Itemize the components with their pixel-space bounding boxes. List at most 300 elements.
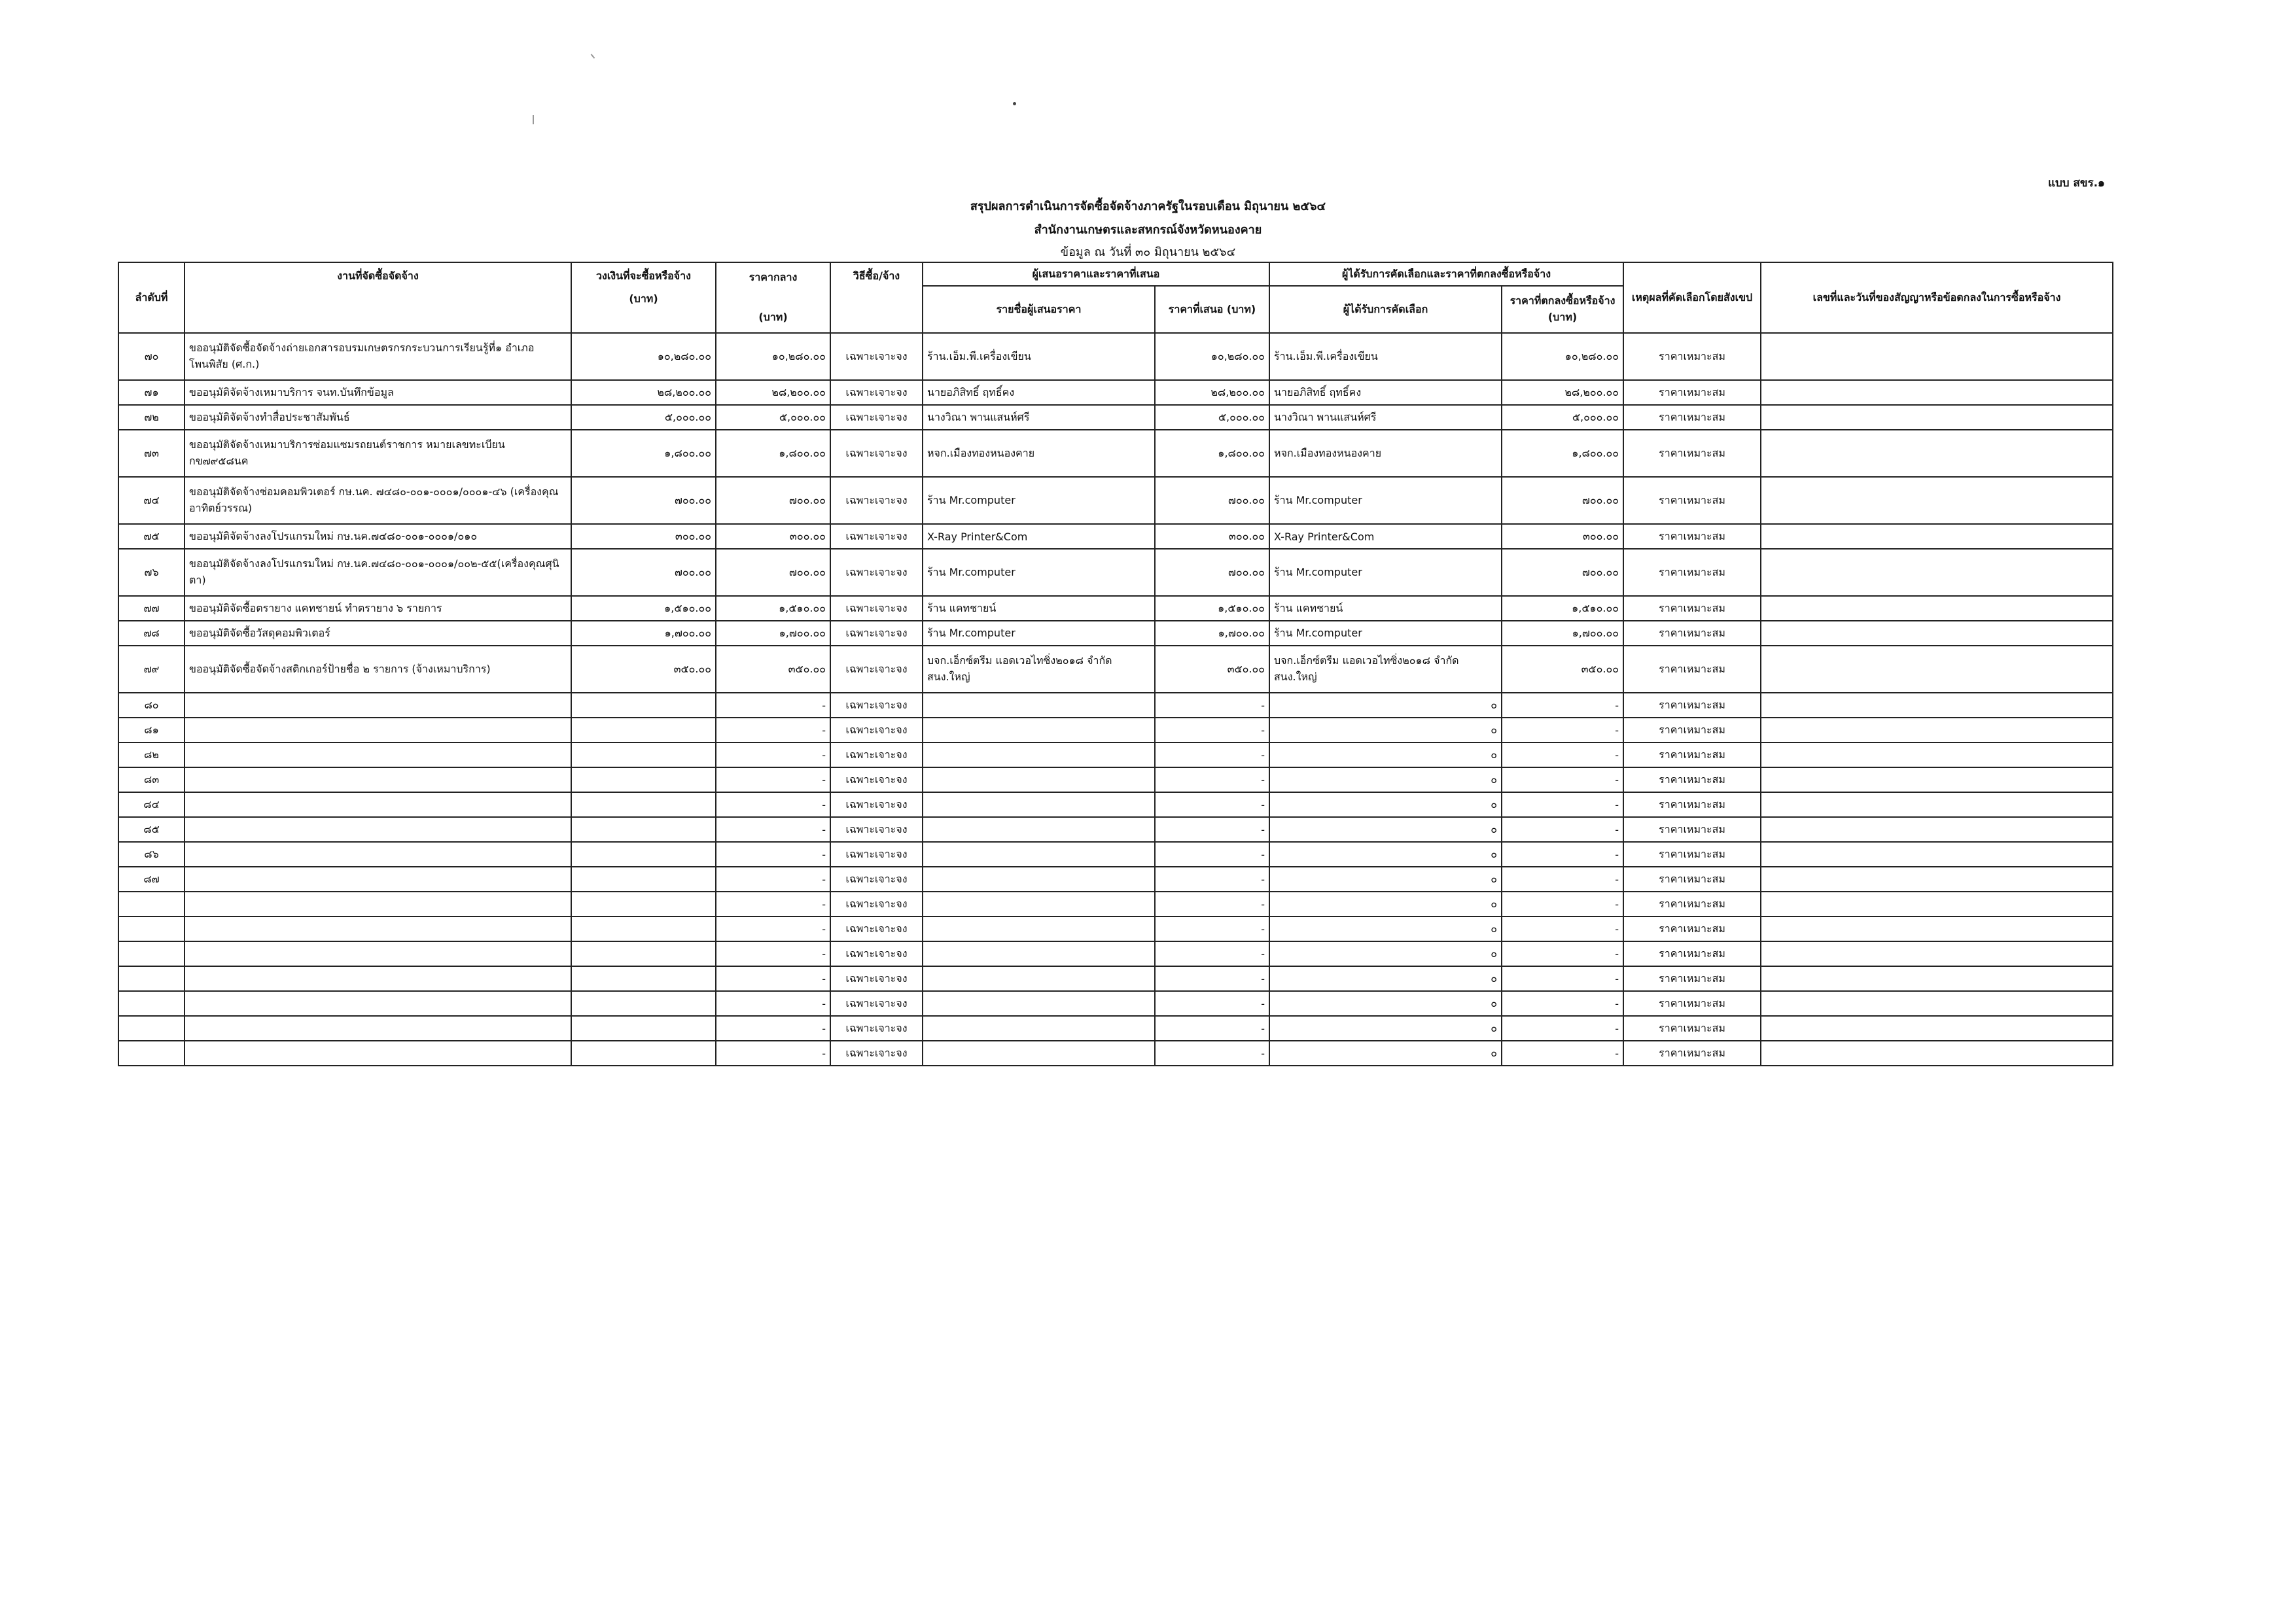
- cell-reason: ราคาเหมาะสม: [1623, 991, 1761, 1016]
- cell-contract: [1761, 817, 2113, 842]
- cell-contract: [1761, 966, 2113, 991]
- cell-item: [185, 792, 571, 817]
- cell-agreed: ๑,๗๐๐.๐๐: [1502, 621, 1623, 646]
- cell-budget: [571, 867, 716, 892]
- cell-bid: -: [1155, 718, 1269, 742]
- cell-median: -: [716, 693, 830, 718]
- cell-bidder: ร้าน.เอ็ม.พี.เครื่องเขียน: [923, 333, 1155, 380]
- cell-budget: ๗๐๐.๐๐: [571, 549, 716, 596]
- cell-contract: [1761, 430, 2113, 477]
- cell-winner: ร้าน.เอ็ม.พี.เครื่องเขียน: [1269, 333, 1502, 380]
- cell-item: [185, 742, 571, 767]
- cell-bid: -: [1155, 693, 1269, 718]
- cell-bidder: X-Ray Printer&Com: [923, 524, 1155, 549]
- cell-agreed: ๑๐,๒๘๐.๐๐: [1502, 333, 1623, 380]
- cell-contract: [1761, 549, 2113, 596]
- cell-bid: ๓๐๐.๐๐: [1155, 524, 1269, 549]
- cell-winner: ๐: [1269, 842, 1502, 867]
- cell-agreed: -: [1502, 718, 1623, 742]
- cell-item: ขออนุมัติจัดซื้อจัดจ้างถ่ายเอกสารอบรมเกษตรกรกระบวนการเรียนรู้ที่๑ อำเภอโพนพิสัย (ศ.ก.): [185, 333, 571, 380]
- table-row: [118, 646, 2113, 693]
- cell-bid: ๒๘,๒๐๐.๐๐: [1155, 380, 1269, 405]
- cell-median: -: [716, 767, 830, 792]
- cell-winner: ๐: [1269, 718, 1502, 742]
- cell-contract: [1761, 991, 2113, 1016]
- cell-item: [185, 718, 571, 742]
- cell-winner: ร้าน แคทชายน์: [1269, 596, 1502, 621]
- cell-median: ๓๐๐.๐๐: [716, 524, 830, 549]
- cell-item: [185, 817, 571, 842]
- cell-agreed: ๗๐๐.๐๐: [1502, 477, 1623, 524]
- cell-bidder: [923, 892, 1155, 916]
- header-winner-name: ผู้ได้รับการคัดเลือก: [1269, 286, 1502, 333]
- table-row: [118, 718, 2113, 742]
- scan-mark: [591, 54, 595, 58]
- cell-reason: ราคาเหมาะสม: [1623, 1016, 1761, 1041]
- procurement-table: [118, 262, 2113, 1066]
- cell-bid: -: [1155, 817, 1269, 842]
- cell-budget: ๑,๕๑๐.๐๐: [571, 596, 716, 621]
- cell-winner: ๐: [1269, 792, 1502, 817]
- cell-reason: ราคาเหมาะสม: [1623, 892, 1761, 916]
- cell-agreed: -: [1502, 742, 1623, 767]
- table-body: [118, 333, 2113, 1066]
- cell-median: -: [716, 817, 830, 842]
- table-row: [118, 742, 2113, 767]
- cell-budget: [571, 1041, 716, 1066]
- table-row: [118, 596, 2113, 621]
- cell-reason: ราคาเหมาะสม: [1623, 596, 1761, 621]
- cell-reason: ราคาเหมาะสม: [1623, 842, 1761, 867]
- cell-median: ๗๐๐.๐๐: [716, 477, 830, 524]
- cell-bid: -: [1155, 842, 1269, 867]
- cell-agreed: ๒๘,๒๐๐.๐๐: [1502, 380, 1623, 405]
- cell-budget: [571, 817, 716, 842]
- cell-budget: ๓๐๐.๐๐: [571, 524, 716, 549]
- cell-method: เฉพาะเจาะจง: [830, 693, 923, 718]
- cell-winner: ๐: [1269, 693, 1502, 718]
- cell-bidder: [923, 991, 1155, 1016]
- cell-reason: ราคาเหมาะสม: [1623, 817, 1761, 842]
- cell-contract: [1761, 646, 2113, 693]
- cell-no: [118, 966, 185, 991]
- cell-bidder: ร้าน แคทชายน์: [923, 596, 1155, 621]
- cell-bidder: [923, 867, 1155, 892]
- header-bidders-group: ผู้เสนอราคาและราคาที่เสนอ: [923, 262, 1269, 286]
- cell-contract: [1761, 596, 2113, 621]
- cell-method: เฉพาะเจาะจง: [830, 941, 923, 966]
- cell-agreed: -: [1502, 767, 1623, 792]
- cell-winner: ๐: [1269, 867, 1502, 892]
- cell-item: [185, 867, 571, 892]
- cell-item: ขออนุมัติจัดจ้างลงโปรแกรมใหม่ กษ.นค.๗๔๘๐-๐๐๑-๐๐๐๑/๐๐๒-๕๕(เครื่องคุณศุนิตา): [185, 549, 571, 596]
- table-row: [118, 380, 2113, 405]
- table-row: [118, 867, 2113, 892]
- cell-no: ๗๐: [118, 333, 185, 380]
- cell-item: [185, 941, 571, 966]
- cell-method: เฉพาะเจาะจง: [830, 742, 923, 767]
- cell-bidder: [923, 1016, 1155, 1041]
- cell-reason: ราคาเหมาะสม: [1623, 792, 1761, 817]
- cell-item: ขออนุมัติจัดจ้างซ่อมคอมพิวเตอร์ กษ.นค. ๗๔๘๐-๐๐๑-๐๐๐๑/๐๐๐๑-๔๖ (เครื่องคุณอาทิตย์วรรณ): [185, 477, 571, 524]
- cell-agreed: ๕,๐๐๐.๐๐: [1502, 405, 1623, 430]
- cell-bidder: [923, 842, 1155, 867]
- cell-no: ๗๓: [118, 430, 185, 477]
- cell-median: -: [716, 1041, 830, 1066]
- cell-item: ขออนุมัติจัดซื้อวัสดุคอมพิวเตอร์: [185, 621, 571, 646]
- cell-winner: ร้าน Mr.computer: [1269, 477, 1502, 524]
- cell-contract: [1761, 767, 2113, 792]
- cell-item: [185, 767, 571, 792]
- cell-budget: ๕,๐๐๐.๐๐: [571, 405, 716, 430]
- cell-agreed: -: [1502, 817, 1623, 842]
- header-reason: เหตุผลที่คัดเลือกโดยสังเขป: [1623, 262, 1761, 333]
- table-row: [118, 991, 2113, 1016]
- cell-method: เฉพาะเจาะจง: [830, 646, 923, 693]
- cell-agreed: -: [1502, 1041, 1623, 1066]
- cell-bid: -: [1155, 966, 1269, 991]
- cell-method: เฉพาะเจาะจง: [830, 966, 923, 991]
- cell-method: เฉพาะเจาะจง: [830, 621, 923, 646]
- table-row: [118, 1016, 2113, 1041]
- cell-bid: ๑๐,๒๘๐.๐๐: [1155, 333, 1269, 380]
- cell-item: [185, 1041, 571, 1066]
- cell-method: เฉพาะเจาะจง: [830, 380, 923, 405]
- cell-winner: หจก.เมืองทองหนองคาย: [1269, 430, 1502, 477]
- cell-reason: ราคาเหมาะสม: [1623, 767, 1761, 792]
- cell-budget: ๗๐๐.๐๐: [571, 477, 716, 524]
- cell-reason: ราคาเหมาะสม: [1623, 430, 1761, 477]
- cell-bid: -: [1155, 941, 1269, 966]
- cell-no: ๘๐: [118, 693, 185, 718]
- cell-winner: ๐: [1269, 1016, 1502, 1041]
- cell-median: -: [716, 966, 830, 991]
- cell-winner: นายอภิสิทธิ์ ฤทธิ์คง: [1269, 380, 1502, 405]
- cell-item: [185, 1016, 571, 1041]
- cell-method: เฉพาะเจาะจง: [830, 1016, 923, 1041]
- cell-median: -: [716, 1016, 830, 1041]
- cell-method: เฉพาะเจาะจง: [830, 333, 923, 380]
- table-row: [118, 405, 2113, 430]
- cell-item: [185, 842, 571, 867]
- cell-no: [118, 991, 185, 1016]
- cell-winner: ร้าน Mr.computer: [1269, 549, 1502, 596]
- cell-budget: ๓๕๐.๐๐: [571, 646, 716, 693]
- cell-no: ๗๕: [118, 524, 185, 549]
- cell-reason: ราคาเหมาะสม: [1623, 966, 1761, 991]
- cell-budget: ๑,๗๐๐.๐๐: [571, 621, 716, 646]
- cell-agreed: -: [1502, 1016, 1623, 1041]
- cell-contract: [1761, 842, 2113, 867]
- cell-bid: ๗๐๐.๐๐: [1155, 549, 1269, 596]
- cell-bid: -: [1155, 867, 1269, 892]
- header-contract: เลขที่และวันที่ของสัญญาหรือข้อตกลงในการซื้อหรือจ้าง: [1761, 262, 2113, 333]
- header-bidder-name: รายชื่อผู้เสนอราคา: [923, 286, 1155, 333]
- header-bid-price: ราคาที่เสนอ (บาท): [1155, 286, 1269, 333]
- cell-no: ๘๑: [118, 718, 185, 742]
- cell-method: เฉพาะเจาะจง: [830, 718, 923, 742]
- cell-bid: -: [1155, 892, 1269, 916]
- cell-reason: ราคาเหมาะสม: [1623, 524, 1761, 549]
- cell-item: ขออนุมัติจัดซื้อตรายาง แคทชายน์ ทำตรายาง ๖ รายการ: [185, 596, 571, 621]
- cell-reason: ราคาเหมาะสม: [1623, 380, 1761, 405]
- cell-reason: ราคาเหมาะสม: [1623, 549, 1761, 596]
- cell-winner: ๐: [1269, 916, 1502, 941]
- cell-budget: ๒๘,๒๐๐.๐๐: [571, 380, 716, 405]
- report-title: สรุปผลการดำเนินการจัดซื้อจัดจ้างภาครัฐในรอบเดือน มิถุนายน ๒๕๖๔: [970, 200, 1326, 213]
- cell-winner: ๐: [1269, 941, 1502, 966]
- table-row: [118, 477, 2113, 524]
- cell-median: -: [716, 792, 830, 817]
- cell-bid: ๓๕๐.๐๐: [1155, 646, 1269, 693]
- cell-no: ๗๔: [118, 477, 185, 524]
- cell-bid: -: [1155, 742, 1269, 767]
- table-row: [118, 941, 2113, 966]
- cell-reason: ราคาเหมาะสม: [1623, 718, 1761, 742]
- scan-speck: [1013, 102, 1016, 105]
- cell-bidder: บจก.เอ็กซ์ตรีม แอดเวอไทซิ่ง๒๐๑๘ จำกัด สนง.ใหญ่: [923, 646, 1155, 693]
- cell-bidder: [923, 941, 1155, 966]
- table-row: [118, 842, 2113, 867]
- cell-budget: ๑,๘๐๐.๐๐: [571, 430, 716, 477]
- cell-contract: [1761, 1016, 2113, 1041]
- table-row: [118, 817, 2113, 842]
- cell-winner: บจก.เอ็กซ์ตรีม แอดเวอไทซิ่ง๒๐๑๘ จำกัด สนง.ใหญ่: [1269, 646, 1502, 693]
- scan-mark: [533, 115, 534, 124]
- cell-method: เฉพาะเจาะจง: [830, 477, 923, 524]
- cell-budget: [571, 742, 716, 767]
- cell-bid: -: [1155, 916, 1269, 941]
- cell-contract: [1761, 333, 2113, 380]
- cell-method: เฉพาะเจาะจง: [830, 596, 923, 621]
- cell-contract: [1761, 941, 2113, 966]
- cell-winner: ๐: [1269, 991, 1502, 1016]
- cell-bidder: นายอภิสิทธิ์ ฤทธิ์คง: [923, 380, 1155, 405]
- cell-bidder: [923, 742, 1155, 767]
- cell-method: เฉพาะเจาะจง: [830, 867, 923, 892]
- cell-reason: ราคาเหมาะสม: [1623, 916, 1761, 941]
- cell-agreed: -: [1502, 867, 1623, 892]
- cell-reason: ราคาเหมาะสม: [1623, 693, 1761, 718]
- cell-no: ๗๖: [118, 549, 185, 596]
- cell-method: เฉพาะเจาะจง: [830, 991, 923, 1016]
- cell-item: ขออนุมัติจัดจ้างทำสื่อประชาสัมพันธ์: [185, 405, 571, 430]
- cell-method: เฉพาะเจาะจง: [830, 430, 923, 477]
- cell-reason: ราคาเหมาะสม: [1623, 646, 1761, 693]
- cell-median: -: [716, 867, 830, 892]
- cell-bid: -: [1155, 1041, 1269, 1066]
- cell-no: ๗๗: [118, 596, 185, 621]
- cell-median: -: [716, 941, 830, 966]
- data-date: ข้อมูล ณ วันที่ ๓๐ มิถุนายน ๒๕๖๔: [1060, 245, 1236, 259]
- cell-no: ๗๑: [118, 380, 185, 405]
- cell-no: ๘๒: [118, 742, 185, 767]
- cell-winner: ๐: [1269, 767, 1502, 792]
- cell-agreed: -: [1502, 966, 1623, 991]
- cell-contract: [1761, 916, 2113, 941]
- cell-contract: [1761, 621, 2113, 646]
- cell-contract: [1761, 693, 2113, 718]
- cell-method: เฉพาะเจาะจง: [830, 405, 923, 430]
- cell-item: [185, 693, 571, 718]
- cell-no: [118, 941, 185, 966]
- cell-bid: -: [1155, 991, 1269, 1016]
- cell-median: ๗๐๐.๐๐: [716, 549, 830, 596]
- cell-method: เฉพาะเจาะจง: [830, 817, 923, 842]
- cell-agreed: ๓๕๐.๐๐: [1502, 646, 1623, 693]
- table-row: [118, 1041, 2113, 1066]
- cell-agreed: -: [1502, 693, 1623, 718]
- cell-median: ๑,๘๐๐.๐๐: [716, 430, 830, 477]
- cell-agreed: ๗๐๐.๐๐: [1502, 549, 1623, 596]
- cell-reason: ราคาเหมาะสม: [1623, 477, 1761, 524]
- cell-agreed: -: [1502, 991, 1623, 1016]
- cell-bidder: [923, 817, 1155, 842]
- cell-contract: [1761, 1041, 2113, 1066]
- cell-reason: ราคาเหมาะสม: [1623, 405, 1761, 430]
- cell-reason: ราคาเหมาะสม: [1623, 621, 1761, 646]
- cell-median: -: [716, 916, 830, 941]
- cell-reason: ราคาเหมาะสม: [1623, 941, 1761, 966]
- header-median-label: ราคากลาง: [749, 271, 798, 283]
- cell-method: เฉพาะเจาะจง: [830, 916, 923, 941]
- cell-bid: -: [1155, 792, 1269, 817]
- cell-no: ๘๓: [118, 767, 185, 792]
- cell-no: ๗๒: [118, 405, 185, 430]
- cell-no: [118, 1016, 185, 1041]
- cell-median: -: [716, 742, 830, 767]
- cell-median: ๑,๕๑๐.๐๐: [716, 596, 830, 621]
- cell-contract: [1761, 867, 2113, 892]
- cell-budget: [571, 1016, 716, 1041]
- cell-budget: [571, 941, 716, 966]
- header-method: วิธีซื้อ/จ้าง: [830, 262, 923, 333]
- cell-bid: ๑,๕๑๐.๐๐: [1155, 596, 1269, 621]
- cell-agreed: -: [1502, 916, 1623, 941]
- cell-budget: ๑๐,๒๘๐.๐๐: [571, 333, 716, 380]
- cell-no: ๘๔: [118, 792, 185, 817]
- cell-bid: ๑,๗๐๐.๐๐: [1155, 621, 1269, 646]
- cell-method: เฉพาะเจาะจง: [830, 549, 923, 596]
- cell-bid: ๑,๘๐๐.๐๐: [1155, 430, 1269, 477]
- cell-method: เฉพาะเจาะจง: [830, 792, 923, 817]
- table-row: [118, 549, 2113, 596]
- cell-bid: -: [1155, 1016, 1269, 1041]
- cell-no: ๘๕: [118, 817, 185, 842]
- cell-agreed: -: [1502, 892, 1623, 916]
- cell-bidder: [923, 767, 1155, 792]
- table-row: [118, 792, 2113, 817]
- cell-agreed: ๑,๘๐๐.๐๐: [1502, 430, 1623, 477]
- cell-bid: ๗๐๐.๐๐: [1155, 477, 1269, 524]
- cell-budget: [571, 792, 716, 817]
- header-budget-unit: (บาท): [629, 292, 658, 305]
- cell-contract: [1761, 405, 2113, 430]
- cell-budget: [571, 693, 716, 718]
- cell-no: ๘๖: [118, 842, 185, 867]
- cell-median: ๕,๐๐๐.๐๐: [716, 405, 830, 430]
- cell-winner: ร้าน Mr.computer: [1269, 621, 1502, 646]
- cell-bid: ๕,๐๐๐.๐๐: [1155, 405, 1269, 430]
- header-budget: [571, 262, 716, 333]
- cell-budget: [571, 767, 716, 792]
- cell-item: [185, 966, 571, 991]
- table-row: [118, 767, 2113, 792]
- cell-contract: [1761, 892, 2113, 916]
- cell-bidder: [923, 718, 1155, 742]
- cell-item: [185, 991, 571, 1016]
- cell-contract: [1761, 792, 2113, 817]
- cell-reason: ราคาเหมาะสม: [1623, 867, 1761, 892]
- cell-agreed: ๑,๕๑๐.๐๐: [1502, 596, 1623, 621]
- cell-contract: [1761, 477, 2113, 524]
- cell-reason: ราคาเหมาะสม: [1623, 333, 1761, 380]
- cell-reason: ราคาเหมาะสม: [1623, 742, 1761, 767]
- cell-budget: [571, 966, 716, 991]
- cell-budget: [571, 991, 716, 1016]
- cell-item: ขออนุมัติจัดจ้างเหมาบริการซ่อมแซมรถยนต์ราชการ หมายเลขทะเบียน กข๗๙๕๘นค: [185, 430, 571, 477]
- table-row: [118, 621, 2113, 646]
- cell-no: [118, 1041, 185, 1066]
- cell-median: ๒๘,๒๐๐.๐๐: [716, 380, 830, 405]
- cell-no: ๘๗: [118, 867, 185, 892]
- table-row: [118, 966, 2113, 991]
- cell-budget: [571, 916, 716, 941]
- cell-median: -: [716, 991, 830, 1016]
- cell-bidder: หจก.เมืองทองหนองคาย: [923, 430, 1155, 477]
- cell-contract: [1761, 718, 2113, 742]
- cell-agreed: -: [1502, 941, 1623, 966]
- cell-bidder: ร้าน Mr.computer: [923, 621, 1155, 646]
- cell-item: [185, 892, 571, 916]
- cell-winner: ๐: [1269, 817, 1502, 842]
- cell-median: -: [716, 718, 830, 742]
- header-median-unit: (บาท): [758, 311, 788, 323]
- cell-bidder: [923, 792, 1155, 817]
- header-agreed-price: ราคาที่ตกลงซื้อหรือจ้าง (บาท): [1502, 286, 1623, 333]
- table-row: [118, 524, 2113, 549]
- cell-item: [185, 916, 571, 941]
- cell-bidder: [923, 966, 1155, 991]
- table-row: [118, 892, 2113, 916]
- cell-contract: [1761, 380, 2113, 405]
- header-median: [716, 262, 830, 333]
- cell-no: [118, 916, 185, 941]
- cell-winner: ๐: [1269, 892, 1502, 916]
- header-winner-group: ผู้ได้รับการคัดเลือกและราคาที่ตกลงซื้อหรือจ้าง: [1269, 262, 1623, 286]
- cell-agreed: -: [1502, 842, 1623, 867]
- cell-bidder: [923, 916, 1155, 941]
- cell-no: [118, 892, 185, 916]
- cell-winner: ๐: [1269, 742, 1502, 767]
- cell-winner: ๐: [1269, 966, 1502, 991]
- cell-item: ขออนุมัติจัดจ้างเหมาบริการ จนท.บันทึกข้อมูล: [185, 380, 571, 405]
- cell-bidder: [923, 1041, 1155, 1066]
- cell-median: ๑,๗๐๐.๐๐: [716, 621, 830, 646]
- cell-budget: [571, 892, 716, 916]
- cell-median: ๓๕๐.๐๐: [716, 646, 830, 693]
- table-row: [118, 333, 2113, 380]
- cell-bidder: ร้าน Mr.computer: [923, 477, 1155, 524]
- cell-item: ขออนุมัติจัดจ้างลงโปรแกรมใหม่ กษ.นค.๗๔๘๐-๐๐๑-๐๐๐๑/๐๑๐: [185, 524, 571, 549]
- header-no: ลำดับที่: [118, 262, 185, 333]
- cell-bidder: [923, 693, 1155, 718]
- cell-bidder: ร้าน Mr.computer: [923, 549, 1155, 596]
- cell-method: เฉพาะเจาะจง: [830, 767, 923, 792]
- table-row: [118, 693, 2113, 718]
- cell-budget: [571, 842, 716, 867]
- cell-bidder: นางวิณา พานแสนห์ศรี: [923, 405, 1155, 430]
